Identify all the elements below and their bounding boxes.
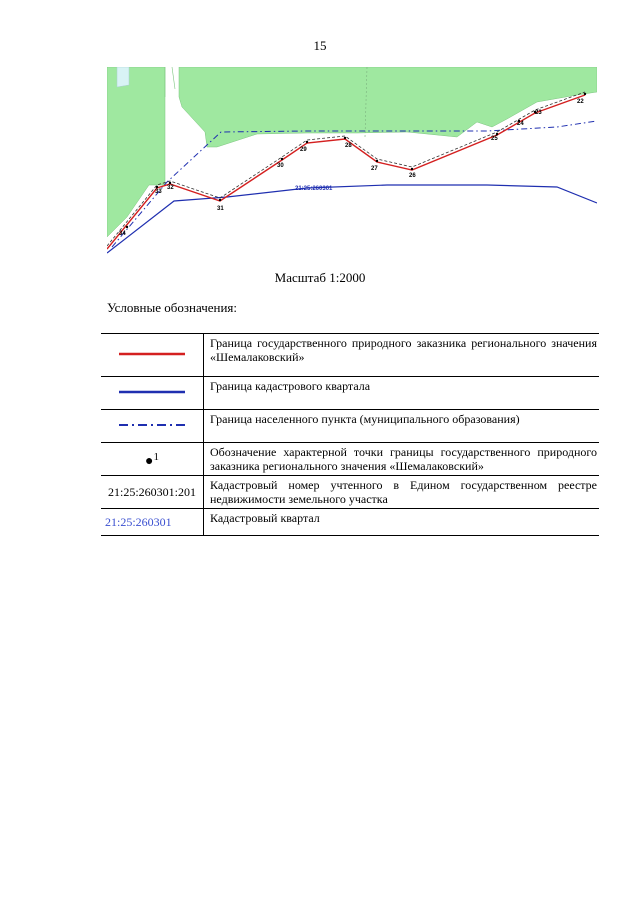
point-label-29: 29 xyxy=(300,147,307,153)
legend-symbol-cell xyxy=(101,334,204,377)
legend-row xyxy=(101,476,599,509)
point-label-34: 34 xyxy=(119,231,126,237)
point-label-33: 33 xyxy=(155,189,162,195)
legend-desc: Кадастровый квартал xyxy=(204,509,600,536)
legend-desc: Граница государственного природного заказника регионального значения «Шемалаковский» xyxy=(204,334,600,377)
blue-dash-dot-symbol xyxy=(117,420,187,430)
legend-desc: Граница населенного пункта (муниципального образования) xyxy=(204,410,600,443)
legend-code: 21:25:260301:201 xyxy=(101,476,204,509)
point-symbol-label: 1 xyxy=(153,450,159,463)
point-label-25: 25 xyxy=(491,136,498,142)
legend-code-blue: 21:25:260301 xyxy=(101,509,204,536)
red-line-symbol xyxy=(117,349,187,359)
point-label-22: 22 xyxy=(577,99,584,105)
legend-row xyxy=(101,334,599,377)
legend-row xyxy=(101,509,599,536)
legend-row xyxy=(101,443,599,476)
point-label-26: 26 xyxy=(409,173,416,179)
legend-row xyxy=(101,377,599,410)
legend-desc: Обозначение характерной точки границы государственного природного заказника регионального значения «Шемалаковский» xyxy=(204,443,600,476)
water-patch xyxy=(117,67,129,87)
quarter-label: 21:25:260301 xyxy=(295,186,333,192)
blue-line-symbol xyxy=(117,387,187,397)
point-label-32: 32 xyxy=(167,185,174,191)
legend-symbol-cell xyxy=(101,410,204,443)
legend-row xyxy=(101,410,599,443)
point-label-24: 24 xyxy=(517,121,524,127)
legend-symbol-cell xyxy=(101,377,204,410)
legend-desc: Кадастровый номер учтенного в Едином государственном реестре недвижимости земельного участка xyxy=(204,476,600,509)
legend-table xyxy=(101,333,599,536)
legend-title: Условные обозначения: xyxy=(107,300,238,315)
point-label-27: 27 xyxy=(371,166,378,172)
point-label-30: 30 xyxy=(277,163,284,169)
point-dot-icon: ● xyxy=(145,453,154,469)
page-number: 15 xyxy=(313,38,327,53)
legend-desc: Граница кадастрового квартала xyxy=(204,377,600,410)
scale-text: Масштаб 1:2000 xyxy=(274,270,366,285)
cadastral-map xyxy=(107,67,597,255)
point-label-23: 23 xyxy=(535,110,542,116)
point-label-31: 31 xyxy=(217,206,224,212)
point-label-28: 28 xyxy=(345,143,352,149)
legend-symbol-cell xyxy=(101,443,204,476)
